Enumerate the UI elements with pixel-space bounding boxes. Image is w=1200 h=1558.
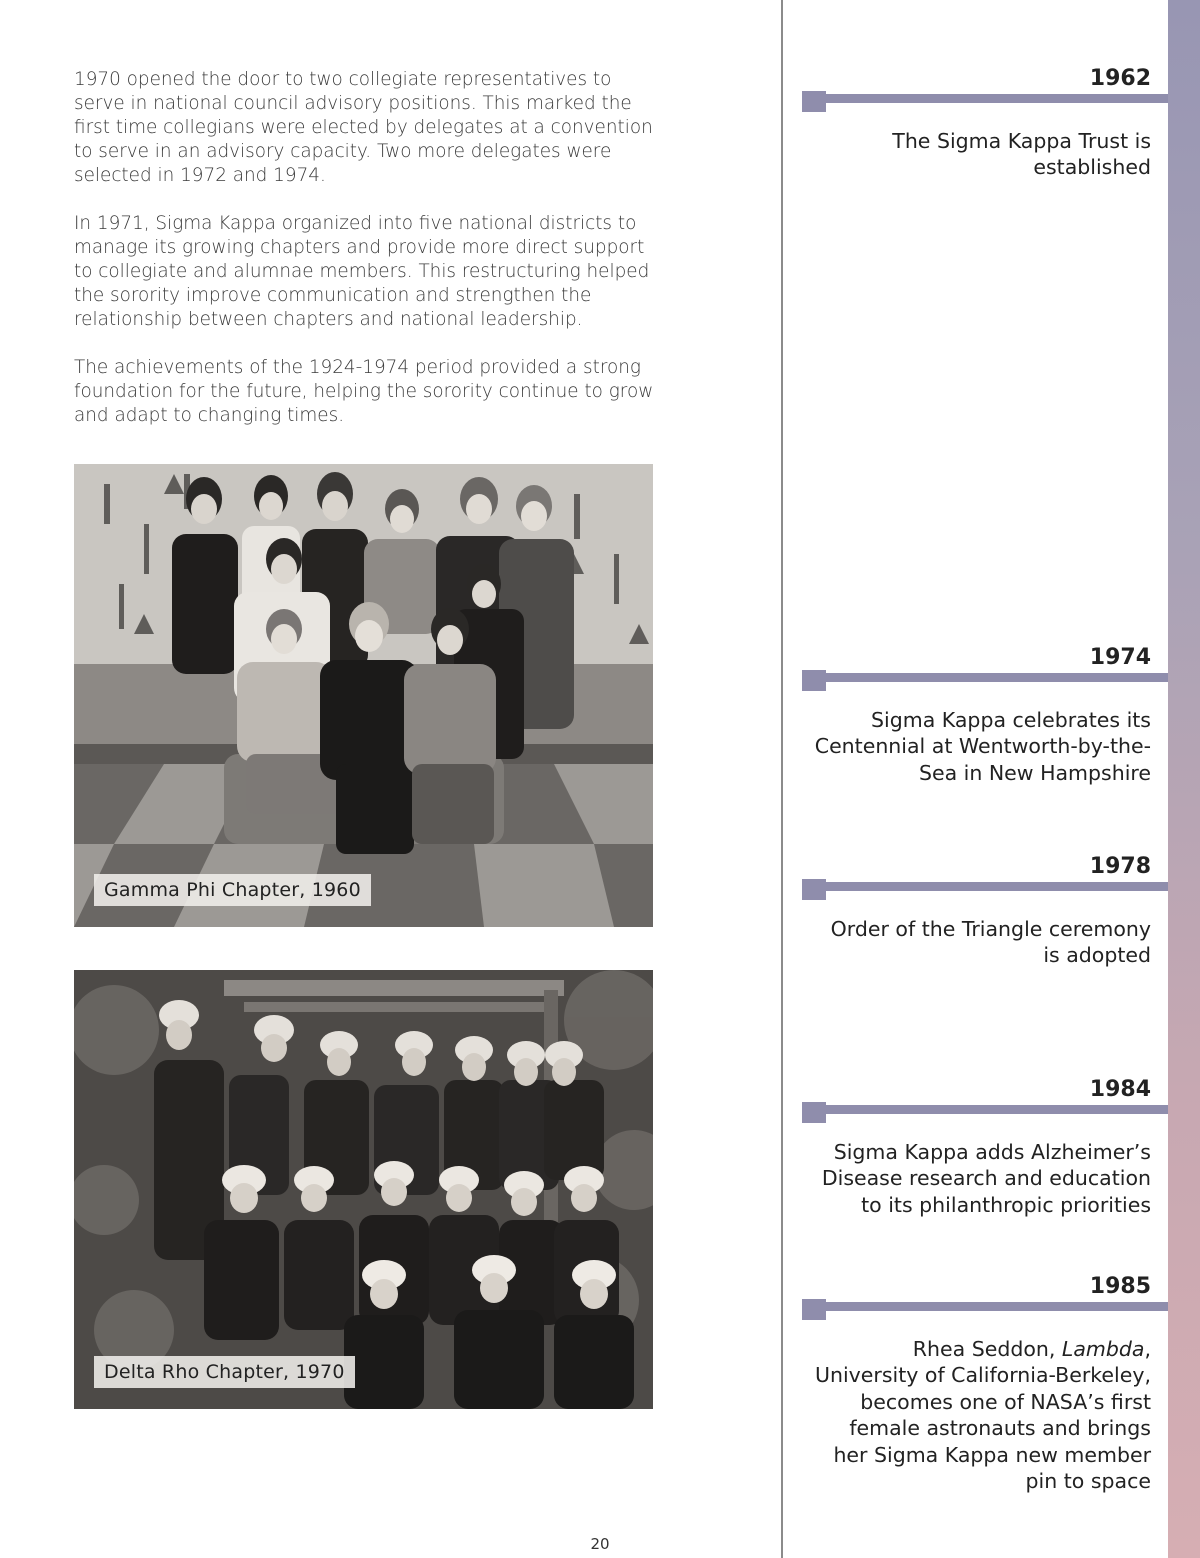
timeline-description: Sigma Kappa adds Alzheimer’s Disease research and education to its philanthropic priorities bbox=[821, 1140, 1151, 1217]
timeline-line bbox=[826, 1105, 1168, 1114]
timeline-marker-icon bbox=[802, 91, 826, 112]
timeline-year: 1974 bbox=[1089, 645, 1151, 670]
timeline-year: 1984 bbox=[1089, 1077, 1151, 1102]
photo-gamma-phi-chapter bbox=[74, 464, 653, 927]
column-divider bbox=[781, 0, 783, 1558]
timeline-marker-icon bbox=[802, 670, 826, 691]
timeline-line bbox=[826, 882, 1168, 891]
photo-caption: Delta Rho Chapter, 1970 bbox=[94, 1356, 355, 1388]
timeline-description bbox=[811, 1336, 1151, 1494]
timeline-line bbox=[826, 673, 1168, 682]
description-text: , University of California-Berkeley, becomes one of NASA’s first female astronauts and brings her Sigma Kappa new member pin to space bbox=[814, 1337, 1151, 1494]
timeline-line bbox=[826, 94, 1168, 103]
photo-caption: Gamma Phi Chapter, 1960 bbox=[94, 874, 371, 906]
description-text: Rhea Seddon, bbox=[912, 1337, 1062, 1361]
timeline-description: Order of the Triangle ceremony is adopted bbox=[830, 917, 1151, 968]
timeline-year: 1962 bbox=[1089, 66, 1151, 91]
timeline-year: 1978 bbox=[1089, 854, 1151, 879]
timeline-marker-icon bbox=[802, 879, 826, 900]
paragraph-achievements: The achievements of the 1924-1974 period provided a strong foundation for the future, helping the sorority continue to grow and adapt to changing times. bbox=[74, 357, 654, 426]
paragraph-1970: 1970 opened the door to two collegiate representatives to serve in national council advisory positions. This marked the first time collegians were elected by delegates at a convention to serve in an advisory capacity. Two more delegates were selected in 1972 and 1974. bbox=[74, 69, 653, 186]
group-photo-image bbox=[74, 464, 653, 927]
timeline-line bbox=[826, 1302, 1168, 1311]
photo-delta-rho-chapter bbox=[74, 970, 653, 1409]
timeline-description: The Sigma Kappa Trust is established bbox=[892, 129, 1151, 180]
body-text bbox=[74, 68, 654, 452]
chapter-name: Lambda bbox=[1061, 1337, 1145, 1361]
paragraph-1971: In 1971, Sigma Kappa organized into five national districts to manage its growing chapters and provide more direct support to collegiate and alumnae members. This restructuring helped the sorority improve communication and strengthen the relationship between chapters and national leadership. bbox=[74, 213, 650, 330]
timeline-marker-icon bbox=[802, 1102, 826, 1123]
group-photo-image bbox=[74, 970, 653, 1409]
timeline-year: 1985 bbox=[1089, 1274, 1151, 1299]
decorative-gradient-bar bbox=[1168, 0, 1200, 1558]
timeline-marker-icon bbox=[802, 1299, 826, 1320]
timeline-description: Sigma Kappa celebrates its Centennial at Wentworth-by-the-Sea in New Hampshire bbox=[814, 708, 1151, 785]
page-number: 20 bbox=[590, 1535, 610, 1553]
